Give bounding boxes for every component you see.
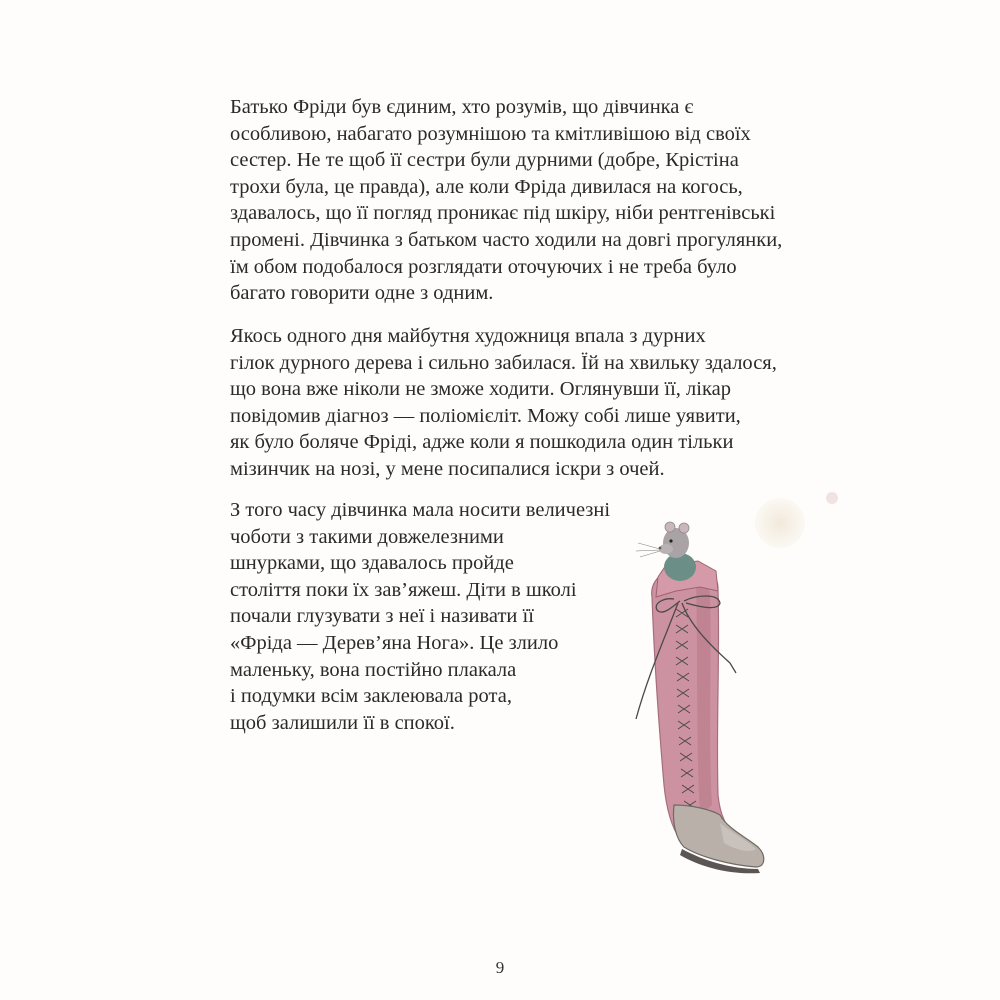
text-line: що вона вже ніколи не зможе ходити. Оглянувши її, лікар <box>230 378 731 401</box>
mouse-eye <box>669 539 672 542</box>
mouse-ear <box>679 523 689 533</box>
text-line: як було боляче Фріді, адже коли я пошкодила один тільки <box>230 431 734 454</box>
boot-shaft <box>652 569 736 839</box>
text-line: і подумки всім заклеювала рота, <box>230 685 512 708</box>
paragraph-1 <box>230 94 782 307</box>
text-line: маленьку, вона постійно плакала <box>230 658 517 681</box>
mouse-snout <box>659 544 673 554</box>
text-line: чоботи з такими довжелезними <box>230 525 504 548</box>
mouse-whiskers <box>636 543 660 557</box>
text-line: «Фріда — Дерев’яна Нога». Це злило <box>230 631 559 654</box>
text-line: гілок дурного дерева і сильно забилася. Їй на хвильку здалося, <box>230 351 777 374</box>
text-line: багато говорити одне з одним. <box>230 282 494 305</box>
watercolor-dot <box>826 492 838 504</box>
text-line: Батько Фріди був єдиним, хто розумів, що дівчинка є <box>230 96 694 118</box>
text-line: мізинчик на нозі, у мене посипалися іскри з очей. <box>230 457 665 480</box>
text-line: особливою, набагато розумнішою та кмітливішою від своїх <box>230 122 751 145</box>
text-line: шнурками, що здавалось пройде <box>230 552 514 575</box>
text-line: промені. Дівчинка з батьком часто ходили на довгі прогулянки, <box>230 228 783 251</box>
paragraph-2 <box>230 323 777 483</box>
text-line: трохи була, це правда), але коли Фріда дивилася на когось, <box>230 175 743 198</box>
text-line: їм обом подобалося розглядати оточуючих і не треба було <box>230 255 737 278</box>
text-line: здавалось, що її погляд проникає під шкіру, ніби рентгенівські <box>230 202 776 225</box>
text-line: століття поки їх зав’яжеш. Діти в школі <box>230 578 577 601</box>
text-line: сестер. Не те щоб її сестри були дурними (добре, Крістіна <box>230 149 739 172</box>
page-number: 9 <box>495 958 505 977</box>
boot-mouse-illustration <box>600 505 800 895</box>
paragraph-3 <box>230 497 610 736</box>
text-line: Якось одного дня майбутня художниця впала з дурних <box>230 325 706 347</box>
text-line: повідомив діагноз — поліомієліт. Можу собі лише уявити, <box>230 404 741 427</box>
text-line: щоб залишили її в спокої. <box>230 711 455 734</box>
text-line: З того часу дівчинка мала носити величезні <box>230 499 611 521</box>
mouse-ear <box>665 522 675 532</box>
text-line: почали глузувати з неї і називати її <box>230 605 534 628</box>
